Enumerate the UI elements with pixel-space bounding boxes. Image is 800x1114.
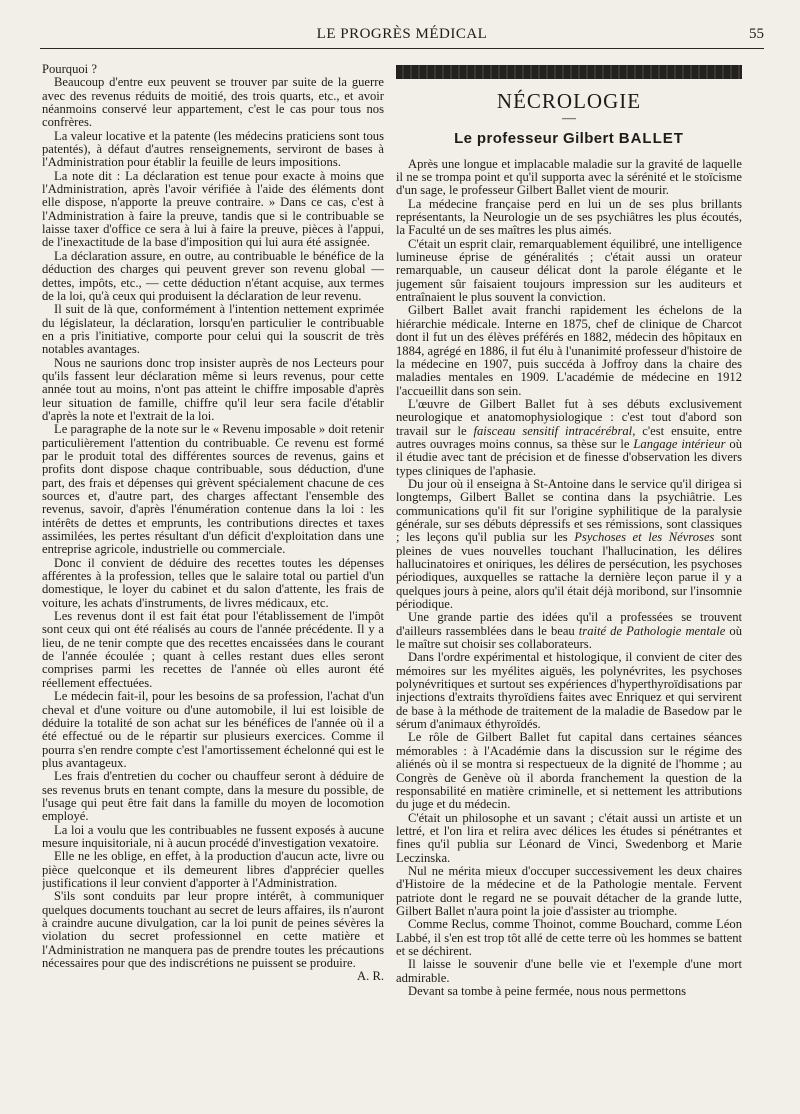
text-run: sont pleines de vues nouvelles touchant l'hallucination, les délires hallucinatoires et oniriques, les délires de persécution, les psychoses périodiques, auxquelles se rattache la dernière leçon parue il y a quelques jours à peine, alors qu'il était déjà moribond, sur l'insomnie périodique. [396,530,742,612]
article-title-prefix: Le professeur Gilbert [454,130,619,148]
article-title [396,130,742,148]
decorative-rule [396,65,742,79]
left-column [42,63,384,1074]
paragraph: La déclaration assure, en outre, au contribuable le bénéfice de la déduction des charges qui peuvent grever son revenu global — dettes, impôts, etc., — cette déduction n'étant acquise, aux termes de la loi, qu'à ceux qui produisent la déclaration de leur revenu. [42,248,384,303]
paragraph [396,398,742,478]
paragraph [396,478,742,611]
text-run: où le maître sut choisir ses collaborateurs. [396,623,742,652]
signature: A. R. [357,969,384,984]
paragraph: C'était un philosophe et un savant ; c'était aussi un artiste et un lettré, et l'on lira et relira avec délices les études si pénétrantes et fines qu'il publia sur Léonard de Vinci, Swedenborg et Marie Leczinska. [396,810,742,865]
paragraph: Dans l'ordre expérimental et histologique, il convient de citer des mémoires sur les myélites aiguës, les polynévrites, les psychoses polynévritiques et surtout ses expériences d'hyperthyroïdisations par injections d'extraits thyroïdiens faites avec Enriquez et qui servirent de base à la méthode de traitement de la maladie de Basedow par le sérum d'animaux éthyroïdés. [396,650,742,732]
paragraph: Il suit de là que, conformément à l'intention nettement exprimée du législateur, la déclaration, lorsqu'en particulier le contribuable en a pris l'initiative, comporte pour celui qui la souscrit de très notables avantages. [42,302,384,357]
paragraph: Après une longue et implacable maladie sur la gravité de laquelle il ne se trompa point et qu'il supporta avec la sérénité et le stoïcisme d'un sage, le professeur Gilbert Ballet vient de mourir. [396,156,742,198]
paragraph: Beaucoup d'entre eux peuvent se trouver par suite de la guerre avec des revenus réduits de moitié, des trois quarts, etc., et avoir néanmoins conservé leur appartement, c'est le cas pour tous nos confrères. [42,75,384,130]
paragraph: Donc il convient de déduire des recettes toutes les dépenses afférentes à la profession, telles que le salaire total ou partiel d'un domestique, le loyer du cabinet et du salon d'attente, les frais de voiture, les achats d'instruments, de livres médicaux, etc. [42,555,384,610]
paragraph [396,611,742,651]
paragraph: Il laisse le souvenir d'une belle vie et l'exemple d'une mort admirable. [396,957,742,985]
paragraph: Nous ne saurions donc trop insister auprès de nos Lecteurs pour qu'ils fassent leur déclaration même si leurs revenus, pour cette année tout au moins, n'ont pas atteint le chiffre imposable d'après leur situation de famille, chiffre qu'il leur sera facile d'établir d'après la note et l'extrait de la loi. [42,355,384,423]
paragraph: Elle ne les oblige, en effet, à la production d'aucun acte, livre ou pièce quelconque et ils demeurent libres d'apprécier quelles justifications il leur convient d'apporter à l'Administration. [42,849,384,890]
paragraph: La loi a voulu que les contribuables ne fussent exposés à aucune mesure inquisitoriale, ni à aucun procédé d'investigation vexatoire. [42,822,384,850]
paragraph: Les frais d'entretien du cocher ou chauffeur seront à déduire de ses revenus bruts en tenant compte, dans la mesure du possible, de l'usage qui peut être fait dans la famille du moyen de locomotion employé. [42,769,384,824]
paragraph: Le médecin fait-il, pour les besoins de sa profession, l'achat d'un cheval et d'une voiture ou d'une automobile, il lui est loisible de déduire la totalité de son achat sur les bénéfices de l'année où il a été effectué ou de le répartir sur plusieurs exercices. Comme il pourra s'en rendre compte c'est l'amortissement échelonné qui est le plus avantageux. [42,689,384,770]
paragraph: Comme Reclus, comme Thoinot, comme Bouchard, comme Léon Labbé, il s'en est trop tôt allé de cette terre où les hommes se battent et se déchirent. [396,917,742,958]
page-header [40,26,764,49]
paragraph: C'était un esprit clair, remarquablement équilibré, une intelligence lumineuse éprise de généralités ; c'était aussi un orateur remarquable, un causeur délicat dont la parole élégante et le jugement sûr faisaient toujours impression sur les auditeurs et entraînaient le plus souvent la conviction. [396,236,742,305]
text-run: Du jour où il enseigna à St-Antoine dans le service qu'il dirigea si longtemps, Gilbert Ballet se contina dans la psychiâtrie. Les communications qu'il fit sur l'origine syphilitique de la paralysie générale, sur ses débuts dépressifs et ses rémissions, sont classiques ; les leçons qu'il publia sur les [396,476,742,545]
italic-run: Langage intérieur [633,436,726,451]
text-run: Une grande partie des idées qu'il a professées se trouvent d'ailleurs rassemblées dans le beau [396,610,742,638]
paragraph: Gilbert Ballet avait franchi rapidement les échelons de la hiérarchie médicale. Interne en 1875, chef de clinique de Charcot dont il fut un des élèves préférés en 1882, médecin des hôpitaux en 1884, agrégé en 1886, il fut élu à l'unanimité professeur d'histoire de la médecine en 1907, puis succéda à Joffroy dans la chaire des maladies mentales en 1909. L'académie de médecine en 1912 l'accueillit dans son sein. [396,303,742,398]
italic-run: traité de Pathologie mentale [578,623,726,638]
article-title-surname: BALLET [618,130,684,148]
paragraph: Pourquoi ? [42,63,97,76]
paragraph: Devant sa tombe à peine fermée, nous nous permettons [408,984,687,998]
title-dash: — [562,111,576,127]
italic-run: Psychoses et les Névroses [574,530,715,545]
paragraph: S'ils sont conduits par leur propre intérêt, à communiquer quelques documents touchant au secret de leurs affaires, ils n'auront à craindre aucune divulgation, car la loi punit de peines sévères la violation du secret professionnel en cette matière et l'Administration ne manquera pas de prendre toutes les précautions nécessaires pour que des indiscrétions ne puissent se produire. [42,889,384,971]
right-column [396,63,742,1074]
paragraph: Nul ne mérita mieux d'occuper successivement les deux chaires d'Histoire de la médecine et de la Pathologie mentale. Fervent patriote dont le regard ne se pouvait détacher de la grande lutte, Gilbert Ballet n'aura point la joie d'assister au triomphe. [396,863,742,918]
paragraph: La médecine française perd en lui un de ses plus brillants représentants, la Neurologie un de ses psychiâtres les plus écoutés, la Faculté un de ses maîtres les plus aimés. [396,196,742,238]
text-run: où il étudie avec tant de précision et de finesse d'observation les divers types cliniques de l'aphasie. [396,436,742,478]
page-number: 55 [749,26,764,42]
paragraph: La note dit : La déclaration est tenue pour exacte à moins que l'Administration, après l'avoir vérifiée à l'aide des éléments dont elle dispose, n'apporte la preuve contraire. » Dans ce cas, c'est à l'Administration à faire la preuve, tandis que si le contribuable se laisse taxer d'office ce sera à lui à faire la preuve, pièces à l'appui, de l'inexactitude de la base d'imposition qui lui aura été assignée. [42,168,384,250]
text-run: L'œuvre de Gilbert Ballet fut à ses débuts exclusivement neurologique et anatomophysiologique : c'est tout d'abord son travail sur le [396,396,742,438]
italic-run: faisceau sensitif intracérébral [473,423,633,438]
section-title: NÉCROLOGIE [496,89,642,113]
paragraph: Le rôle de Gilbert Ballet fut capital dans certaines séances mémorables : à l'Académie dans la discussion sur le régime des aliénés où il se montra si respectueux de la dignité de l'homme ; au Congrès de Genève où il aborda franchement la question de la responsabilité en matière criminelle, et si nettement les attributions du juge et du médecin. [396,730,742,812]
text-run: , c'est ensuite, entre autres ouvrages moins connus, sa thèse sur le [396,423,742,451]
paragraph: Les revenus dont il est fait état pour l'établissement de l'impôt sont ceux qui ont été réalisés au cours de l'année précédente. Il y a lieu, de ne tenir compte que des recettes encaissées dans le courant de l'année écoulée ; quant à celles restant dues elles seront comprises parmi les recettes de l'année où elles auront été réellement effectuées. [42,609,384,690]
paragraph: La valeur locative et la patente (les médecins praticiens sont tous patentés), à défaut d'autres renseignements, serviront de bases à l'Administration pour établir la feuille de leurs impositions. [42,128,384,170]
running-title: LE PROGRÈS MÉDICAL [316,26,488,42]
paragraph: Le paragraphe de la note sur le « Revenu imposable » doit retenir particulièrement l'attention du contribuable. Ce revenu est formé par le produit total des différentes sources de revenus, gains et profits dont dispose chaque contribuable, sous déduction, d'une part, des frais et dépenses qui grèvent spécialement chacune de ces sources et, d'autre part, des charges affectant l'ensemble des revenus, savoir, d'après l'énumération contenue dans la loi : les intérêts de dettes et emprunts, les contributions directes et taxes assimilées, les pertes résultant d'un déficit d'exploitation dans une entreprise agricole, industrielle ou commerciale. [42,422,384,557]
